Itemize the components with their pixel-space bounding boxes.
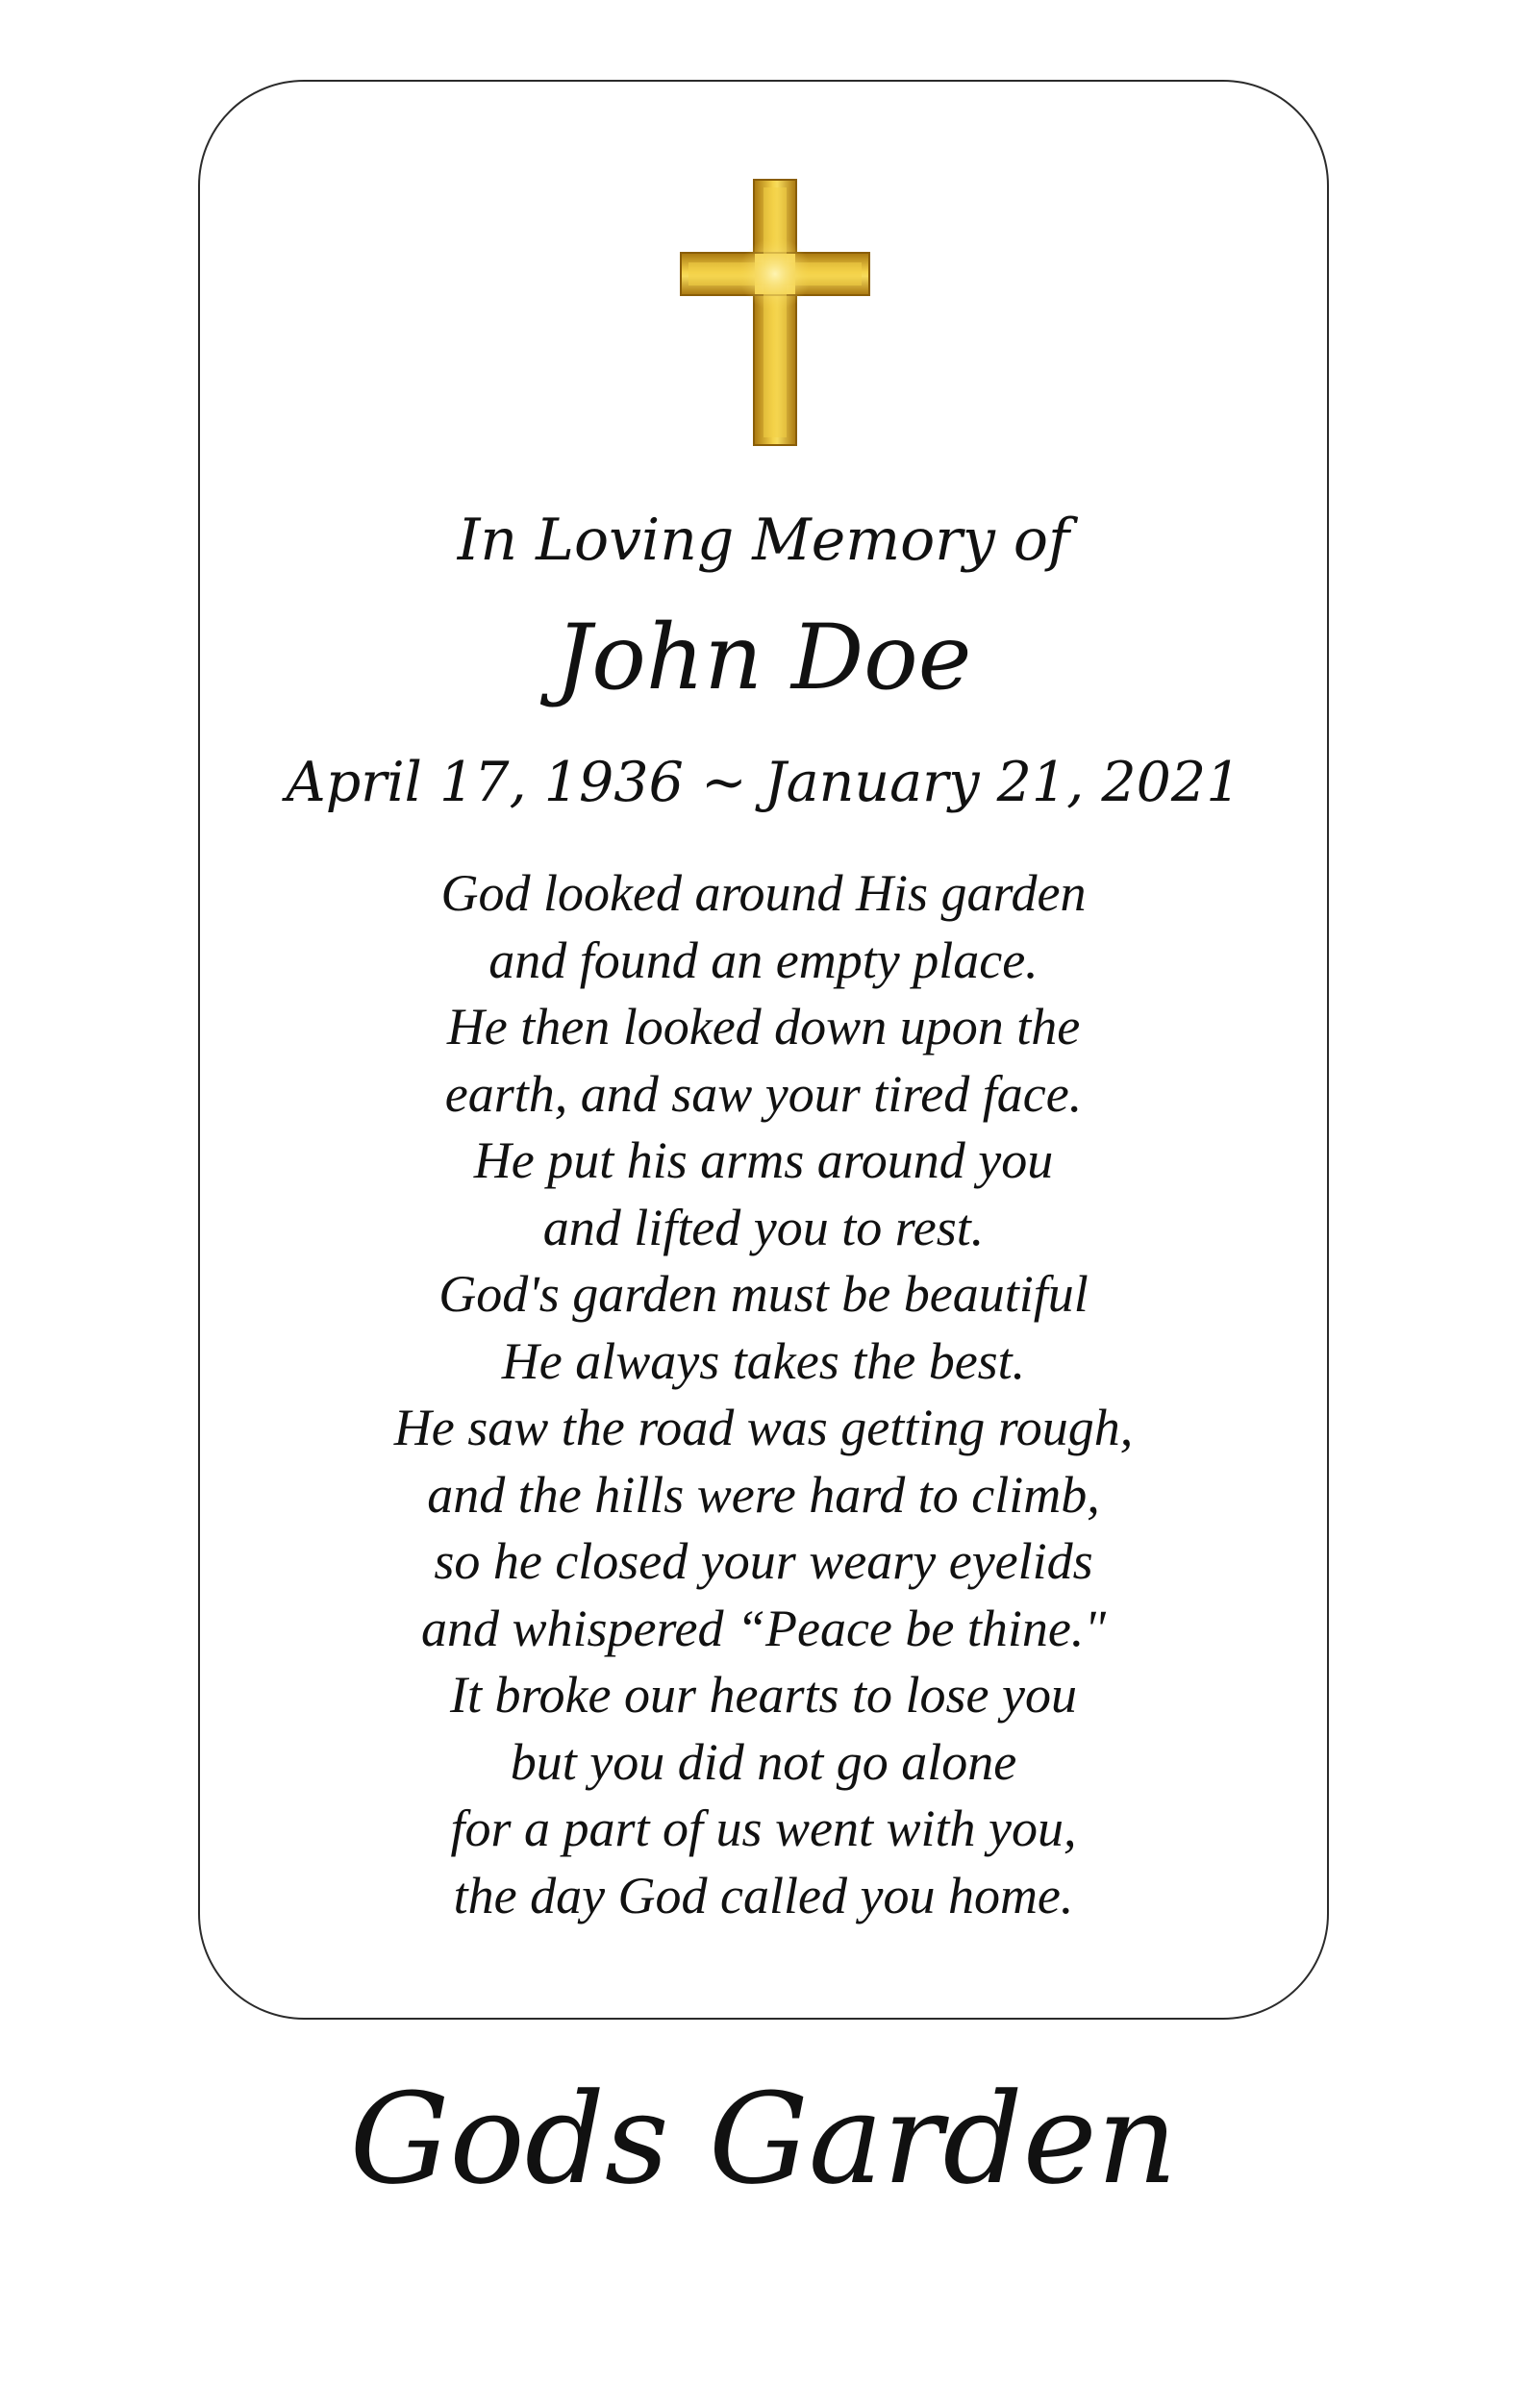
poem-line: and the hills were hard to climb, xyxy=(427,1465,1100,1524)
poem xyxy=(198,860,1329,1929)
poem-line: God's garden must be beautiful xyxy=(438,1265,1089,1323)
poem-line: and found an empty place. xyxy=(488,931,1039,989)
poem-line: the day God called you home. xyxy=(453,1866,1074,1924)
deceased-name: John Doe xyxy=(555,606,972,710)
life-dates: April 17, 1936 ~ January 21, 2021 xyxy=(286,751,1241,814)
cross-icon xyxy=(679,178,871,447)
poem-line: He put his arms around you xyxy=(473,1131,1054,1189)
in-loving-memory-heading: In Loving Memory of xyxy=(457,507,1070,574)
poem-line: He always takes the best. xyxy=(501,1331,1026,1390)
poem-line: He then looked down upon the xyxy=(446,998,1081,1055)
poem-line: but you did not go alone xyxy=(510,1732,1017,1791)
poem-line: for a part of us went with you, xyxy=(450,1800,1077,1857)
poem-line: God looked around His garden xyxy=(440,864,1087,922)
poem-line: He saw the road was getting rough, xyxy=(393,1399,1134,1456)
poem-line: so he closed your weary eyelids xyxy=(434,1532,1093,1590)
poem-line: and lifted you to rest. xyxy=(542,1198,985,1256)
product-title: Gods Garden xyxy=(349,2066,1178,2212)
poem-line: It broke our hearts to lose you xyxy=(450,1666,1077,1724)
poem-line: and whispered “Peace be thine." xyxy=(420,1599,1107,1657)
poem-line: earth, and saw your tired face. xyxy=(444,1064,1083,1123)
